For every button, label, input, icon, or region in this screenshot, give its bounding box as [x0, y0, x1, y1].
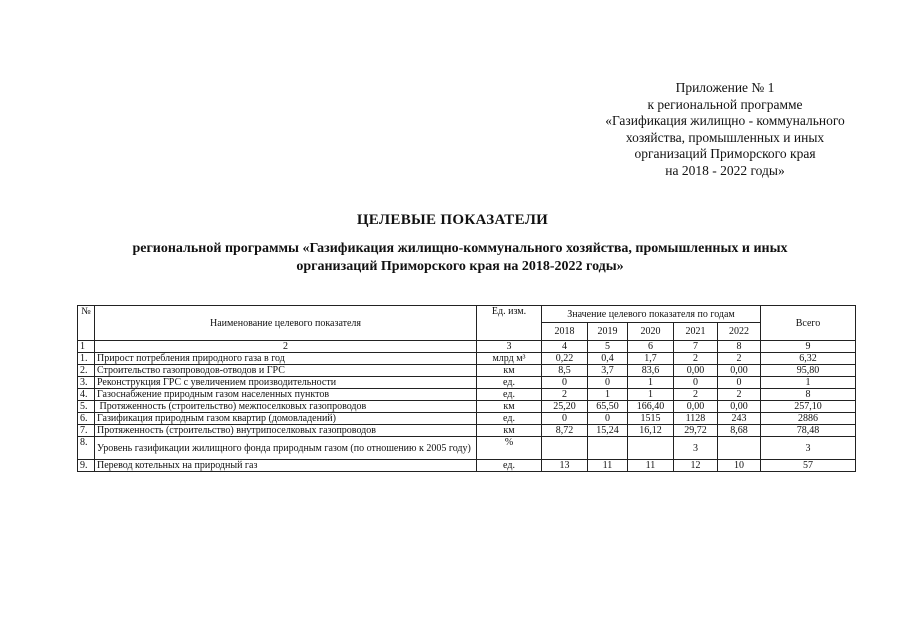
row-value: 2 [674, 353, 718, 365]
row-value: 3,7 [588, 365, 628, 377]
document-subtitle [90, 240, 830, 276]
row-value: 1 [588, 389, 628, 401]
table-row [78, 425, 856, 437]
index-cell: 2 [95, 341, 477, 353]
row-total: 8 [761, 389, 856, 401]
row-num: 4. [78, 389, 95, 401]
row-name: Уровень газификации жилищного фонда природным газом (по отношению к 2005 году) [95, 437, 477, 460]
row-total: 6,32 [761, 353, 856, 365]
row-unit: ед. [477, 413, 542, 425]
row-value: 8,72 [542, 425, 588, 437]
row-total: 2886 [761, 413, 856, 425]
appendix-line: организаций Приморского края [634, 146, 816, 161]
row-value: 65,50 [588, 401, 628, 413]
header-year: 2022 [718, 323, 761, 341]
row-total: 57 [761, 460, 856, 472]
row-value: 0 [588, 413, 628, 425]
row-value: 11 [628, 460, 674, 472]
row-num: 8. [78, 437, 95, 460]
row-value: 25,20 [542, 401, 588, 413]
index-cell: 6 [628, 341, 674, 353]
row-total: 78,48 [761, 425, 856, 437]
row-value: 1,7 [628, 353, 674, 365]
row-value [588, 437, 628, 460]
appendix-note [560, 80, 890, 179]
row-value: 8,5 [542, 365, 588, 377]
table-row [78, 377, 856, 389]
header-year-group: Значение целевого показателя по годам [542, 306, 761, 323]
row-name: Протяженность (строительство) внутрипоселковых газопроводов [95, 425, 477, 437]
column-index-row [78, 341, 856, 353]
header-name: Наименование целевого показателя [95, 306, 477, 341]
row-value: 16,12 [628, 425, 674, 437]
row-unit: км [477, 365, 542, 377]
row-value: 0,00 [718, 401, 761, 413]
index-cell: 8 [718, 341, 761, 353]
header-num: № [78, 306, 95, 341]
row-name: Реконструкция ГРС с увеличением производительности [95, 377, 477, 389]
subtitle-line-1: региональной программы «Газификация жилищно-коммунального хозяйства, промышленных и иных [132, 241, 788, 256]
appendix-line: на 2018 - 2022 годы» [665, 162, 785, 178]
row-value: 2 [718, 389, 761, 401]
appendix-line: Приложение № 1 [675, 80, 775, 95]
document-title: ЦЕЛЕВЫЕ ПОКАЗАТЕЛИ [356, 212, 549, 228]
row-value: 83,6 [628, 365, 674, 377]
row-name: Прирост потребления природного газа в год [95, 353, 477, 365]
index-cell: 7 [674, 341, 718, 353]
row-total: 95,80 [761, 365, 856, 377]
row-name: Протяженность (строительство) межпоселковых газопроводов [95, 401, 477, 413]
row-value: 15,24 [588, 425, 628, 437]
row-value: 0 [542, 413, 588, 425]
row-unit: км [477, 401, 542, 413]
row-unit: км [477, 425, 542, 437]
index-cell: 3 [477, 341, 542, 353]
table-row [78, 437, 856, 460]
row-unit: млрд м³ [477, 353, 542, 365]
row-value [718, 437, 761, 460]
row-value [628, 437, 674, 460]
row-value: 3 [674, 437, 718, 460]
row-num: 1. [78, 353, 95, 365]
indicators-table [77, 305, 856, 472]
row-total: 257,10 [761, 401, 856, 413]
row-value: 2 [718, 353, 761, 365]
row-num: 3. [78, 377, 95, 389]
row-value: 2 [674, 389, 718, 401]
appendix-line: к региональной программе [647, 96, 803, 112]
row-value: 2 [542, 389, 588, 401]
row-num: 7. [78, 425, 95, 437]
row-value: 1 [628, 389, 674, 401]
table-row [78, 353, 856, 365]
row-value: 0,00 [718, 365, 761, 377]
row-unit: ед. [477, 377, 542, 389]
row-value: 11 [588, 460, 628, 472]
row-value: 0 [674, 377, 718, 389]
row-name: Перевод котельных на природный газ [95, 460, 477, 472]
row-value: 0,00 [674, 401, 718, 413]
row-value: 0,4 [588, 353, 628, 365]
row-value: 243 [718, 413, 761, 425]
row-num: 9. [78, 460, 95, 472]
table-row [78, 413, 856, 425]
index-cell: 4 [542, 341, 588, 353]
table-row [78, 389, 856, 401]
row-value: 10 [718, 460, 761, 472]
row-value: 0,00 [674, 365, 718, 377]
row-num: 2. [78, 365, 95, 377]
table-row [78, 460, 856, 472]
row-value: 0 [718, 377, 761, 389]
row-value: 166,40 [628, 401, 674, 413]
header-year: 2018 [542, 323, 588, 341]
row-unit: ед. [477, 460, 542, 472]
header-year: 2021 [674, 323, 718, 341]
row-total: 3 [761, 437, 856, 460]
row-num: 5. [78, 401, 95, 413]
row-unit: % [477, 437, 542, 460]
row-name: Строительство газопроводов-отводов и ГРС [95, 365, 477, 377]
row-value: 0 [588, 377, 628, 389]
row-value [542, 437, 588, 460]
row-unit: ед. [477, 389, 542, 401]
row-name: Газификация природным газом квартир (домовладений) [95, 413, 477, 425]
row-value: 1515 [628, 413, 674, 425]
row-value: 13 [542, 460, 588, 472]
appendix-line: хозяйства, промышленных и иных [625, 129, 825, 145]
row-total: 1 [761, 377, 856, 389]
header-unit: Ед. изм. [477, 306, 542, 341]
appendix-line: «Газификация жилищно - коммунального [605, 113, 845, 128]
header-year: 2020 [628, 323, 674, 341]
row-value: 1 [628, 377, 674, 389]
row-value: 12 [674, 460, 718, 472]
row-name: Газоснабжение природным газом населенных пунктов [95, 389, 477, 401]
table-row [78, 401, 856, 413]
row-value: 29,72 [674, 425, 718, 437]
row-value: 0 [542, 377, 588, 389]
header-total: Всего [761, 306, 856, 341]
table-row [78, 365, 856, 377]
row-value: 8,68 [718, 425, 761, 437]
subtitle-line-2: организаций Приморского края на 2018-2022 годы» [296, 259, 624, 274]
index-cell: 5 [588, 341, 628, 353]
index-cell: 1 [78, 341, 95, 353]
row-num: 6. [78, 413, 95, 425]
index-cell: 9 [761, 341, 856, 353]
header-year: 2019 [588, 323, 628, 341]
row-value: 1128 [674, 413, 718, 425]
row-value: 0,22 [542, 353, 588, 365]
